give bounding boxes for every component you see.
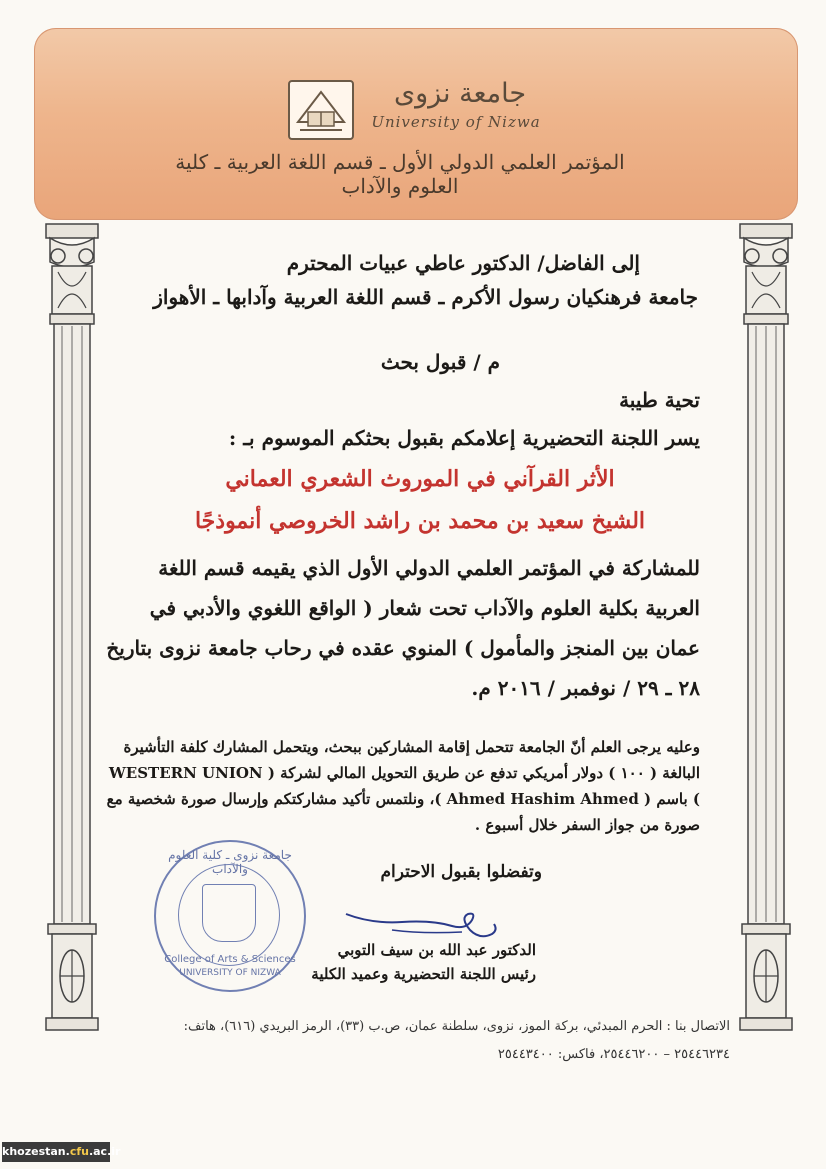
- research-title: الأثر القرآني في الموروث الشعري العماني: [225, 466, 615, 492]
- watermark-suffix: .ac.ir: [88, 1145, 121, 1158]
- stamp-emblem-icon: [202, 884, 256, 942]
- signer-block: [296, 938, 536, 986]
- recipient-institution: جامعة فرهنكيان رسول الأكرم ـ قسم اللغة العربية وآدابها ـ الأهواز: [153, 285, 698, 309]
- notice-paragraph: وعليه يرجى العلم أنّ الجامعة تتحمل إقامة المشاركين ببحث، ويتحمل المشارك كلفة التأشيرة البالغة ( ١٠٠ ) دولار أمريكي تدفع عن طريق التحويل المالي لشركة ( WESTERN UNION ) باسم ( Ahmed Hashim Ahmed )، ونلتمس تأكيد مشاركتكم وإرسال صورة شخصية مع صورة من جواز السفر خلال أسبوع .: [106, 738, 700, 834]
- participation-paragraph: للمشاركة في المؤتمر العلمي الدولي الأول الذي يقيمه قسم اللغة العربية بكلية العلوم والآداب تحت شعار ( الواقع اللغوي والأدبي في عمان بين المنجز والمأمول ) المنوي عقده في رحاب جامعة نزوى بتاريخ ٢٨ ـ ٢٩ / نوفمبر / ٢٠١٦ م.: [106, 556, 700, 700]
- university-name-english: University of Nizwa: [371, 113, 541, 131]
- greeting: تحية طيبة: [619, 388, 700, 412]
- footer-contact: الاتصال بنا : الحرم المبدئي، بركة الموز، نزوى، سلطنة عمان، ص.ب (٣٣)، الرمز البريدي (٦١٦)، هاتف:: [183, 1019, 730, 1034]
- watermark-highlight: cfu: [69, 1145, 89, 1158]
- subject-line: م / قبول بحث: [380, 350, 500, 374]
- watermark-label: [2, 1142, 121, 1162]
- recipient-line: إلى الفاضل/ الدكتور عاطي عبيات المحترم: [286, 251, 640, 275]
- stamp-icon: [154, 840, 306, 992]
- left-column-ornament: [44, 222, 100, 1032]
- research-subtitle: الشيخ سعيد بن محمد بن راشد الخروصي أنموذجًا: [194, 508, 646, 534]
- stamp-text-university: UNIVERSITY OF NIZWA: [179, 968, 281, 978]
- signer-name: الدكتور عبد الله بن سيف التوبي: [337, 941, 536, 959]
- watermark-prefix: khozestan.: [2, 1145, 70, 1158]
- footer-phone: ٢٥٤٤٦٢٣٤ – ٢٥٤٤٦٢٠٠، فاكس: ٢٥٤٤٣٤٠٠: [497, 1047, 730, 1062]
- intro-line: يسر اللجنة التحضيرية إعلامكم بقبول بحثكم الموسوم بـ :: [228, 426, 700, 450]
- conference-line: المؤتمر العلمي الدولي الأول ـ قسم اللغة العربية ـ كلية العلوم والآداب: [175, 150, 625, 198]
- right-column-ornament: [738, 222, 794, 1032]
- stamp-text-arabic: جامعة نزوى ـ كلية العلوم والآداب: [168, 848, 292, 876]
- signer-title: رئيس اللجنة التحضيرية وعميد الكلية: [311, 965, 536, 983]
- stamp-text-college: College of Arts & Sciences: [164, 954, 296, 965]
- university-name-arabic: جامعة نزوى: [393, 78, 527, 109]
- closing-line: وتفضلوا بقبول الاحترام: [380, 862, 542, 882]
- university-logo-icon: [288, 80, 354, 140]
